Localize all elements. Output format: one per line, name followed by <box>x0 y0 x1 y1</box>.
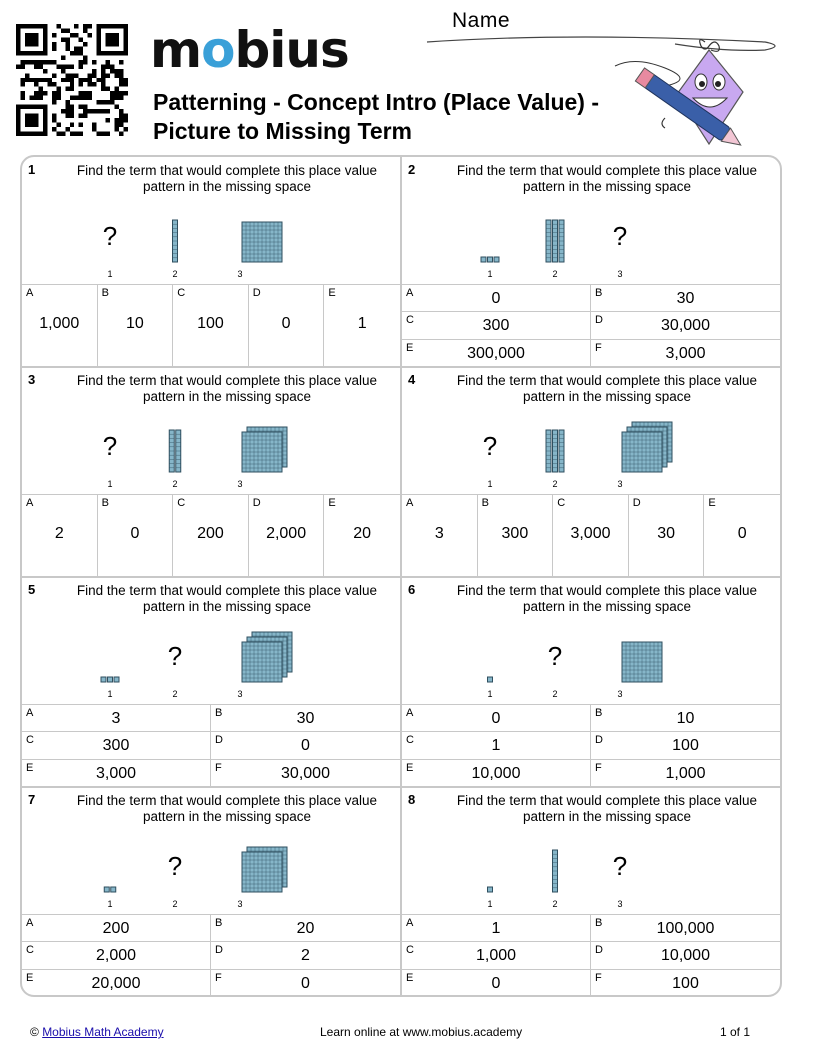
choice-value: 0 <box>130 525 140 542</box>
answer-choice-d[interactable] <box>211 732 400 759</box>
term-position-label: 2 <box>552 479 558 489</box>
term-position-label: 2 <box>552 269 558 279</box>
answer-choice-b[interactable] <box>591 705 780 732</box>
answer-choices <box>402 494 780 577</box>
choice-value: 30,000 <box>281 764 330 782</box>
choice-value: 20 <box>296 920 315 937</box>
answer-choice-a[interactable] <box>402 705 591 732</box>
choice-letter: B <box>595 707 603 719</box>
pattern-figure <box>22 197 400 281</box>
pattern-figure <box>22 617 400 701</box>
missing-term-mark: ? <box>612 851 628 881</box>
problem-number: 4 <box>408 372 416 387</box>
answer-choice-b[interactable] <box>98 495 174 577</box>
choice-letter: C <box>406 314 414 327</box>
answer-choice-b[interactable] <box>211 705 400 732</box>
choice-value: 100 <box>197 315 224 332</box>
answer-choice-b[interactable] <box>98 285 174 367</box>
question-text: Find the term that would complete this place value pattern in the missing space <box>456 163 758 194</box>
choice-value: 0 <box>491 710 501 727</box>
answer-choice-b[interactable] <box>591 915 780 942</box>
choice-letter: C <box>177 497 186 509</box>
worksheet-title <box>153 88 653 146</box>
base-ten-rod-icon <box>173 220 178 262</box>
choice-letter: F <box>595 341 602 354</box>
pattern-figure <box>22 407 400 491</box>
term-position-label: 2 <box>552 899 558 909</box>
question-text: Find the term that would complete this place value pattern in the missing space <box>456 793 758 824</box>
answer-choices <box>22 494 400 577</box>
answer-choices <box>402 284 780 367</box>
pattern-figure <box>22 827 400 911</box>
term-position-label: 1 <box>107 899 113 909</box>
name-label: Name <box>452 9 511 32</box>
missing-term-mark: ? <box>547 641 563 671</box>
answer-choices <box>22 704 400 787</box>
choice-letter: E <box>406 341 414 354</box>
choice-letter: B <box>215 707 223 719</box>
question-text: Find the term that would complete this place value pattern in the missing space <box>76 793 378 824</box>
choice-value: 2 <box>54 525 64 542</box>
choice-letter: D <box>252 497 261 509</box>
choice-letter: D <box>595 314 603 327</box>
term-position-label: 2 <box>172 479 178 489</box>
answer-choice-a[interactable] <box>22 915 211 942</box>
choice-value: 200 <box>197 525 224 542</box>
term-position-label: 1 <box>487 689 493 699</box>
base-ten-rod-icon <box>553 850 558 892</box>
choice-value: 10 <box>676 710 695 727</box>
problem-number: 6 <box>408 582 416 597</box>
base-ten-flat-icon <box>242 427 287 472</box>
choice-letter: D <box>215 734 223 747</box>
choice-letter: A <box>406 917 414 929</box>
choice-letter: A <box>26 497 34 509</box>
term-position-label: 3 <box>617 689 623 699</box>
answer-choice-e[interactable] <box>402 760 591 787</box>
footer-copyright: © Mobius Math Academy <box>30 1025 164 1039</box>
choice-letter: D <box>252 287 261 299</box>
choice-value: 100 <box>672 737 699 755</box>
choice-value: 30 <box>657 525 675 542</box>
answer-choice-c[interactable] <box>173 495 249 577</box>
answer-choice-d[interactable] <box>211 942 400 969</box>
choice-letter: B <box>595 917 603 929</box>
choice-value: 100 <box>672 974 699 992</box>
choice-letter: E <box>406 761 414 774</box>
term-position-label: 2 <box>172 269 178 279</box>
choice-letter: E <box>328 497 336 509</box>
pattern-figure <box>402 407 780 491</box>
base-ten-unit-icon <box>488 677 493 682</box>
choice-value: 200 <box>102 920 130 937</box>
base-ten-unit-icon <box>481 257 499 262</box>
choice-value: 3,000 <box>570 525 611 542</box>
choice-letter: A <box>26 707 34 719</box>
answer-choice-e[interactable] <box>402 340 591 367</box>
question-text: Find the term that would complete this place value pattern in the missing space <box>76 373 378 404</box>
mobius-logo: mobius <box>150 21 349 79</box>
answer-choice-c[interactable] <box>173 285 249 367</box>
choice-letter: E <box>708 497 716 509</box>
choice-value: 30 <box>676 290 695 307</box>
choice-letter: D <box>595 734 603 747</box>
term-position-label: 1 <box>487 269 493 279</box>
problem-3 <box>22 367 400 576</box>
answer-choice-d[interactable] <box>249 495 325 577</box>
choice-value: 2,000 <box>266 525 307 542</box>
answer-choice-b[interactable] <box>211 915 400 942</box>
answer-choice-d[interactable] <box>629 495 705 577</box>
choice-value: 3,000 <box>95 764 137 782</box>
answer-choice-e[interactable] <box>402 970 591 997</box>
mascot-pencil-icon <box>605 36 775 156</box>
choice-value: 10 <box>125 315 144 332</box>
choice-value: 20,000 <box>91 974 141 992</box>
choice-value: 1 <box>357 315 367 332</box>
choice-letter: C <box>557 497 566 509</box>
choice-value: 20 <box>353 525 372 542</box>
choice-letter: D <box>595 944 603 957</box>
answer-choice-c[interactable] <box>402 942 591 969</box>
term-position-label: 3 <box>617 899 623 909</box>
answer-choice-e[interactable] <box>22 970 211 997</box>
answer-choice-f[interactable] <box>591 970 780 997</box>
answer-choice-e[interactable] <box>704 495 780 577</box>
choice-value: 3 <box>111 710 121 727</box>
base-ten-unit-icon <box>101 677 119 682</box>
choice-value: 0 <box>491 974 501 992</box>
problem-6 <box>402 577 780 786</box>
question-text: Find the term that would complete this place value pattern in the missing space <box>76 583 378 614</box>
choice-letter: A <box>406 497 414 509</box>
pattern-figure <box>402 197 780 281</box>
choice-value: 1 <box>491 737 501 755</box>
answer-choice-f[interactable] <box>211 760 400 787</box>
choice-value: 10,000 <box>661 947 710 965</box>
base-ten-rod-icon <box>546 430 564 472</box>
choice-value: 1,000 <box>475 947 517 965</box>
answer-choice-a[interactable] <box>22 705 211 732</box>
choice-value: 0 <box>301 974 310 992</box>
problem-5 <box>22 577 400 786</box>
term-position-label: 3 <box>237 269 243 279</box>
question-text: Find the term that would complete this place value pattern in the missing space <box>76 163 378 194</box>
problem-7 <box>22 787 400 996</box>
choice-value: 300 <box>501 525 529 542</box>
choice-value: 0 <box>281 315 291 332</box>
base-ten-unit-icon <box>104 887 116 892</box>
term-position-label: 3 <box>617 479 623 489</box>
problem-2 <box>402 157 780 366</box>
answer-choice-a[interactable] <box>402 495 478 577</box>
answer-choice-c[interactable] <box>553 495 629 577</box>
answer-choice-d[interactable] <box>249 285 325 367</box>
missing-term-mark: ? <box>102 431 118 461</box>
answer-choice-b[interactable] <box>478 495 554 577</box>
footer-learn-online: Learn online at www.mobius.academy <box>320 1025 523 1039</box>
problem-number: 8 <box>408 792 416 807</box>
question-text: Find the term that would complete this place value pattern in the missing space <box>456 583 758 614</box>
choice-letter: A <box>406 707 414 719</box>
term-position-label: 1 <box>487 899 493 909</box>
term-position-label: 2 <box>552 689 558 699</box>
answer-choice-c[interactable] <box>22 732 211 759</box>
worksheet-grid <box>20 155 782 997</box>
choice-letter: C <box>26 734 34 747</box>
answer-choice-c[interactable] <box>402 312 591 339</box>
answer-choice-b[interactable] <box>591 285 780 312</box>
term-position-label: 3 <box>617 269 623 279</box>
choice-letter: B <box>101 497 109 509</box>
answer-choice-e[interactable] <box>324 495 400 577</box>
base-ten-flat-icon <box>622 422 672 472</box>
choice-value: 10,000 <box>471 764 521 782</box>
term-position-label: 2 <box>172 899 178 909</box>
choice-letter: E <box>328 287 336 299</box>
choice-value: 30,000 <box>661 317 710 335</box>
answer-choice-a[interactable] <box>402 285 591 312</box>
choice-letter: C <box>177 287 186 299</box>
choice-letter: F <box>215 971 222 984</box>
choice-letter: E <box>26 971 34 984</box>
answer-choice-f[interactable] <box>211 970 400 997</box>
problem-1 <box>22 157 400 366</box>
base-ten-flat-icon <box>242 632 292 682</box>
base-ten-rod-icon <box>169 430 181 472</box>
term-position-label: 1 <box>107 269 113 279</box>
choice-letter: E <box>26 761 34 774</box>
answer-choice-e[interactable] <box>22 760 211 787</box>
problem-number: 2 <box>408 162 416 177</box>
answer-choice-c[interactable] <box>22 942 211 969</box>
answer-choice-f[interactable] <box>591 340 780 367</box>
problem-number: 5 <box>28 582 36 597</box>
answer-choice-c[interactable] <box>402 732 591 759</box>
answer-choices <box>402 914 780 997</box>
title-line-2: Picture to Missing Term <box>153 118 413 144</box>
term-position-label: 3 <box>237 479 243 489</box>
choice-letter: A <box>26 917 34 929</box>
choice-letter: B <box>595 287 603 299</box>
missing-term-mark: ? <box>482 431 498 461</box>
choice-value: 300 <box>102 737 130 755</box>
choice-value: 1,000 <box>665 764 706 782</box>
choice-value: 1,000 <box>39 315 80 332</box>
answer-choice-d[interactable] <box>591 732 780 759</box>
title-line-1: Patterning - Concept Intro (Place Value) - <box>153 89 600 115</box>
choice-letter: F <box>215 761 222 774</box>
choice-letter: A <box>26 287 34 299</box>
answer-choices <box>22 914 400 997</box>
answer-choice-e[interactable] <box>324 285 400 367</box>
mobius-link[interactable]: Mobius Math Academy <box>42 1025 164 1039</box>
choice-value: 3 <box>434 525 444 542</box>
term-position-label: 3 <box>237 899 243 909</box>
choice-letter: D <box>632 497 641 509</box>
answer-choices <box>22 284 400 367</box>
choice-letter: B <box>101 287 109 299</box>
problem-8 <box>402 787 780 996</box>
choice-letter: E <box>406 971 414 984</box>
choice-value: 100,000 <box>656 920 715 937</box>
choice-value: 0 <box>491 290 501 307</box>
problem-number: 1 <box>28 162 36 177</box>
choice-letter: B <box>481 497 489 509</box>
choice-letter: C <box>406 734 414 747</box>
choice-value: 300,000 <box>467 344 525 362</box>
base-ten-flat-icon <box>242 222 282 262</box>
choice-value: 2 <box>301 947 310 965</box>
answer-choice-a[interactable] <box>22 285 98 367</box>
choice-letter: F <box>595 761 602 774</box>
choice-letter: B <box>215 917 223 929</box>
choice-value: 0 <box>301 737 310 755</box>
answer-choice-d[interactable] <box>591 312 780 339</box>
base-ten-rod-icon <box>546 220 564 262</box>
answer-choices <box>402 704 780 787</box>
problem-4 <box>402 367 780 576</box>
choice-letter: A <box>406 287 414 299</box>
choice-value: 3,000 <box>665 344 706 362</box>
choice-value: 300 <box>482 317 510 335</box>
choice-value: 30 <box>296 710 315 727</box>
missing-term-mark: ? <box>167 641 183 671</box>
page-number: 1 of 1 <box>720 1025 751 1039</box>
base-ten-flat-icon <box>622 642 662 682</box>
problem-number: 7 <box>28 792 36 807</box>
answer-choice-a[interactable] <box>402 915 591 942</box>
qr-code <box>16 24 128 136</box>
missing-term-mark: ? <box>167 851 183 881</box>
problem-number: 3 <box>28 372 36 387</box>
choice-value: 1 <box>491 920 501 937</box>
pattern-figure <box>402 617 780 701</box>
missing-term-mark: ? <box>102 221 118 251</box>
choice-letter: F <box>595 971 602 984</box>
choice-value: 2,000 <box>95 947 137 965</box>
question-text: Find the term that would complete this place value pattern in the missing space <box>456 373 758 404</box>
choice-letter: C <box>406 944 414 957</box>
answer-choice-f[interactable] <box>591 760 780 787</box>
base-ten-unit-icon <box>488 887 493 892</box>
answer-choice-a[interactable] <box>22 495 98 577</box>
base-ten-flat-icon <box>242 847 287 892</box>
choice-value: 0 <box>737 525 747 542</box>
choice-letter: D <box>215 944 223 957</box>
term-position-label: 1 <box>487 479 493 489</box>
pattern-figure <box>402 827 780 911</box>
missing-term-mark: ? <box>612 221 628 251</box>
term-position-label: 2 <box>172 689 178 699</box>
term-position-label: 1 <box>107 479 113 489</box>
answer-choice-d[interactable] <box>591 942 780 969</box>
term-position-label: 1 <box>107 689 113 699</box>
term-position-label: 3 <box>237 689 243 699</box>
choice-letter: C <box>26 944 34 957</box>
